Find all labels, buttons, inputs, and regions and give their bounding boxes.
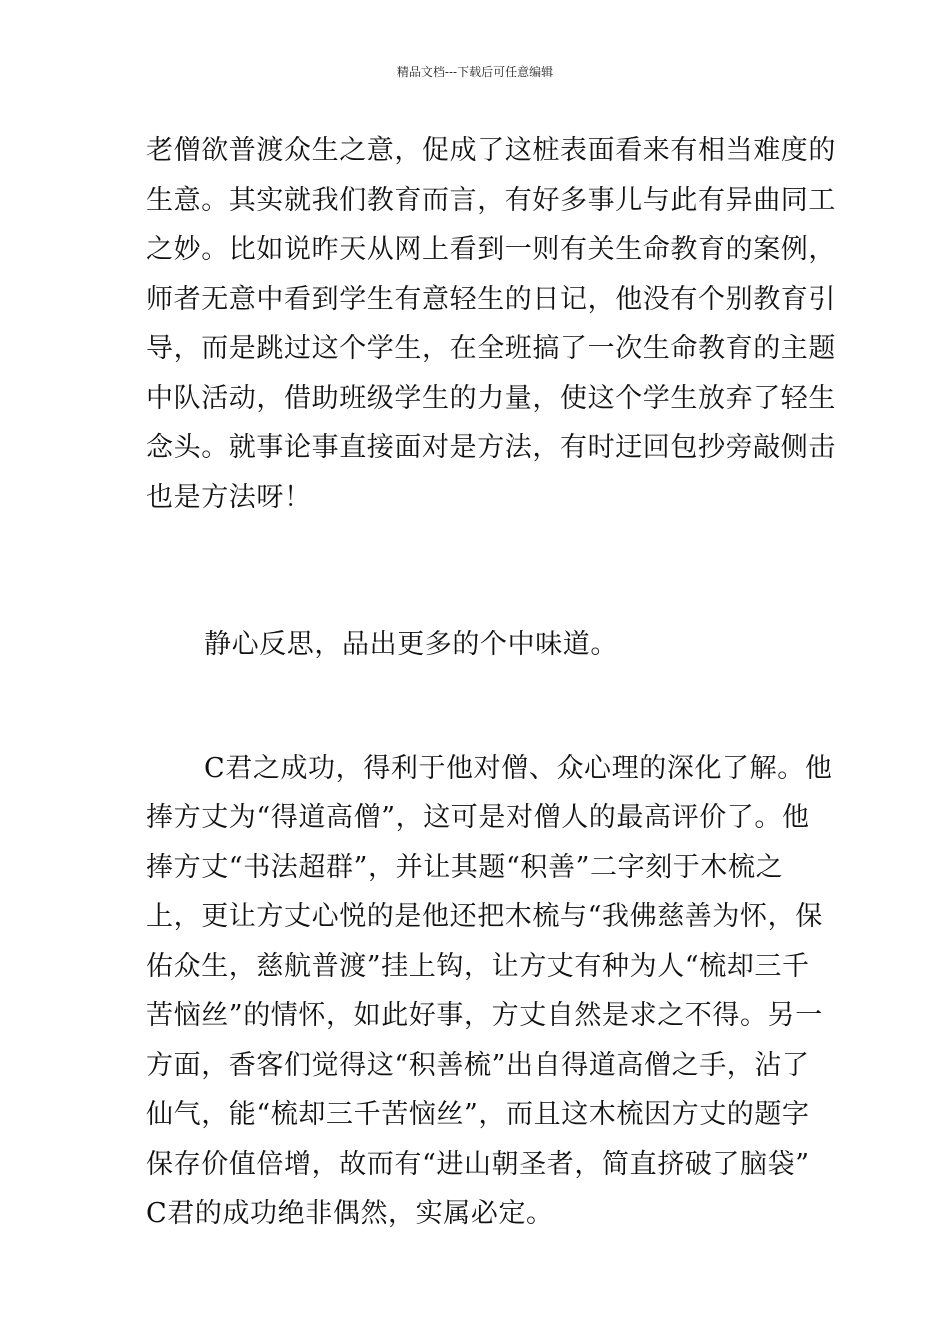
paragraph-line: C君之成功，得利于他对僧、众心理的深化了解。他 — [204, 752, 833, 784]
paragraph-line: 导，而是跳过这个学生，在全班搞了一次生命教育的主题 — [146, 333, 836, 364]
paragraph-line: 捧方丈为“得道高僧”，这可是对僧人的最高评价了。他 — [146, 802, 810, 833]
paragraph-3 — [146, 744, 833, 1239]
paragraph-line: 静心反思，品出更多的个中味道。 — [204, 629, 618, 660]
paragraph-line: 师者无意中看到学生有意轻生的日记，他没有个别教育引 — [146, 283, 836, 315]
paragraph-line: 方面，香客们觉得这“积善梳”出自得道高僧之手，沾了 — [146, 1049, 810, 1081]
paragraph-line: 苦恼丝”的情怀，如此好事，方丈自然是求之不得。另一 — [146, 1000, 823, 1031]
paragraph-line: 中队活动，借助班级学生的力量，使这个学生放弃了轻生 — [146, 382, 836, 414]
paragraph-line: 保存价值倍增，故而有“进山朝圣者，简直挤破了脑袋” — [146, 1148, 810, 1180]
paragraph-line: 捧方丈“书法超群”，并让其题“积善”二字刻于木梳之 — [146, 851, 784, 883]
paragraph-line: 上，更让方丈心悦的是他还把木梳与“我佛慈善为怀，保 — [146, 901, 823, 932]
paragraph-spacer — [146, 670, 806, 744]
paragraph-line: 生意。其实就我们教育而言，有好多事儿与此有异曲同工 — [146, 184, 836, 216]
paragraph-line: 之妙。比如说昨天从网上看到一则有关生命教育的案例， — [146, 234, 836, 265]
paragraph-line: C君的成功绝非偶然，实属必定。 — [146, 1198, 554, 1229]
paragraph-line: 老僧欲普渡众生之意，促成了这桩表面看来有相当难度的 — [146, 135, 836, 166]
paragraph-line: 仙气，能“梳却三千苦恼丝”，而且这木梳因方丈的题字 — [146, 1099, 810, 1130]
paragraph-line: 念头。就事论事直接面对是方法，有时迂回包抄旁敲侧击 — [146, 432, 836, 463]
paragraph-line: 也是方法呀！ — [146, 481, 312, 513]
paragraph-1 — [146, 126, 836, 522]
document-body — [146, 126, 836, 1239]
page-header: 精品文档---下载后可任意编辑 — [396, 65, 554, 79]
paragraph-2 — [146, 620, 806, 670]
paragraph-line: 佑众生，慈航普渡”挂上钩，让方丈有种为人“梳却三千 — [146, 950, 810, 982]
paragraph-spacer — [146, 522, 806, 620]
